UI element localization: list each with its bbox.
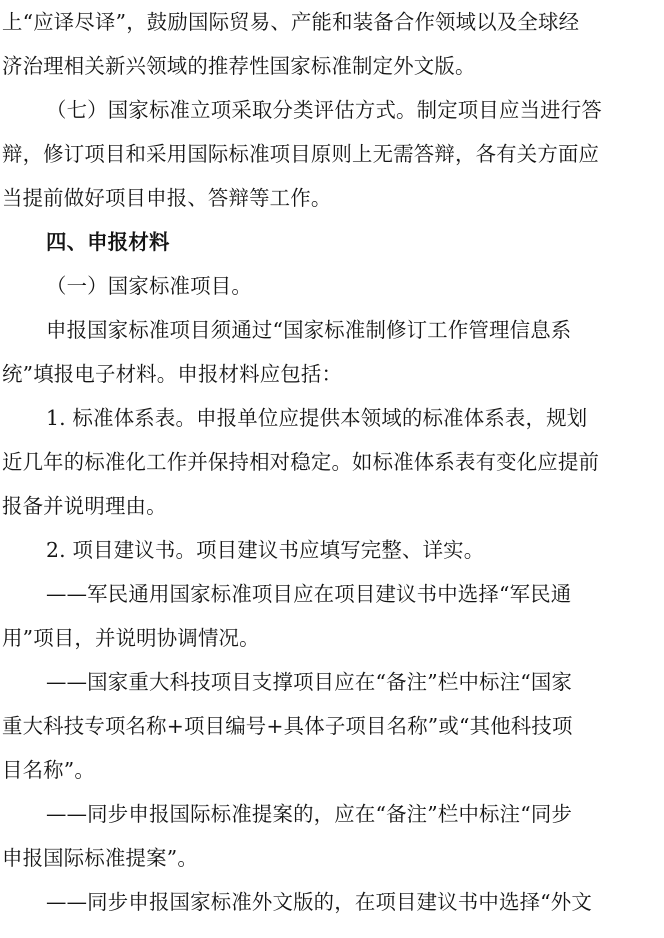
text-line: 1. 标准体系表。申报单位应提供本领域的标准体系表，规划 [46, 406, 588, 430]
text-line: （七）国家标准立项采取分类评估方式。制定项目应当进行答 [46, 98, 602, 122]
text-line: 辩，修订项目和采用国际标准项目原则上无需答辩，各有关方面应 [2, 142, 600, 166]
text-line: 上“应译尽译”，鼓励国际贸易、产能和装备合作领域以及全球经 [2, 10, 580, 34]
text-line: 济治理相关新兴领域的推荐性国家标准制定外文版。 [2, 54, 476, 78]
text-line: （一）国家标准项目。 [46, 274, 252, 298]
text-line: 用”项目，并说明协调情况。 [2, 626, 260, 650]
text-line: 统”填报电子材料。申报材料应包括： [2, 362, 343, 386]
section-heading: 四、申报材料 [46, 230, 170, 254]
text-line: ——同步申报国际标准提案的，应在“备注”栏中标注“同步 [46, 802, 573, 826]
text-line: 重大科技专项名称+项目编号+具体子项目名称”或“其他科技项 [2, 714, 573, 738]
text-line: 目名称”。 [2, 758, 95, 782]
text-line: 申报国家标准项目须通过“国家标准制修订工作管理信息系 [46, 318, 572, 342]
text-line: ——国家重大科技项目支撑项目应在“备注”栏中标注“国家 [46, 670, 573, 694]
text-line: ——同步申报国家标准外文版的，在项目建议书中选择“外文 [46, 890, 592, 914]
text-line: 申报国际标准提案”。 [2, 846, 198, 870]
text-line: 2. 项目建议书。项目建议书应填写完整、详实。 [46, 538, 485, 562]
text-line: 当提前做好项目申报、答辩等工作。 [2, 186, 332, 210]
text-line: ——军民通用国家标准项目应在项目建议书中选择“军民通 [46, 582, 572, 606]
text-line: 近几年的标准化工作并保持相对稳定。如标准体系表有变化应提前 [2, 450, 600, 474]
text-line: 报备并说明理由。 [2, 494, 167, 518]
